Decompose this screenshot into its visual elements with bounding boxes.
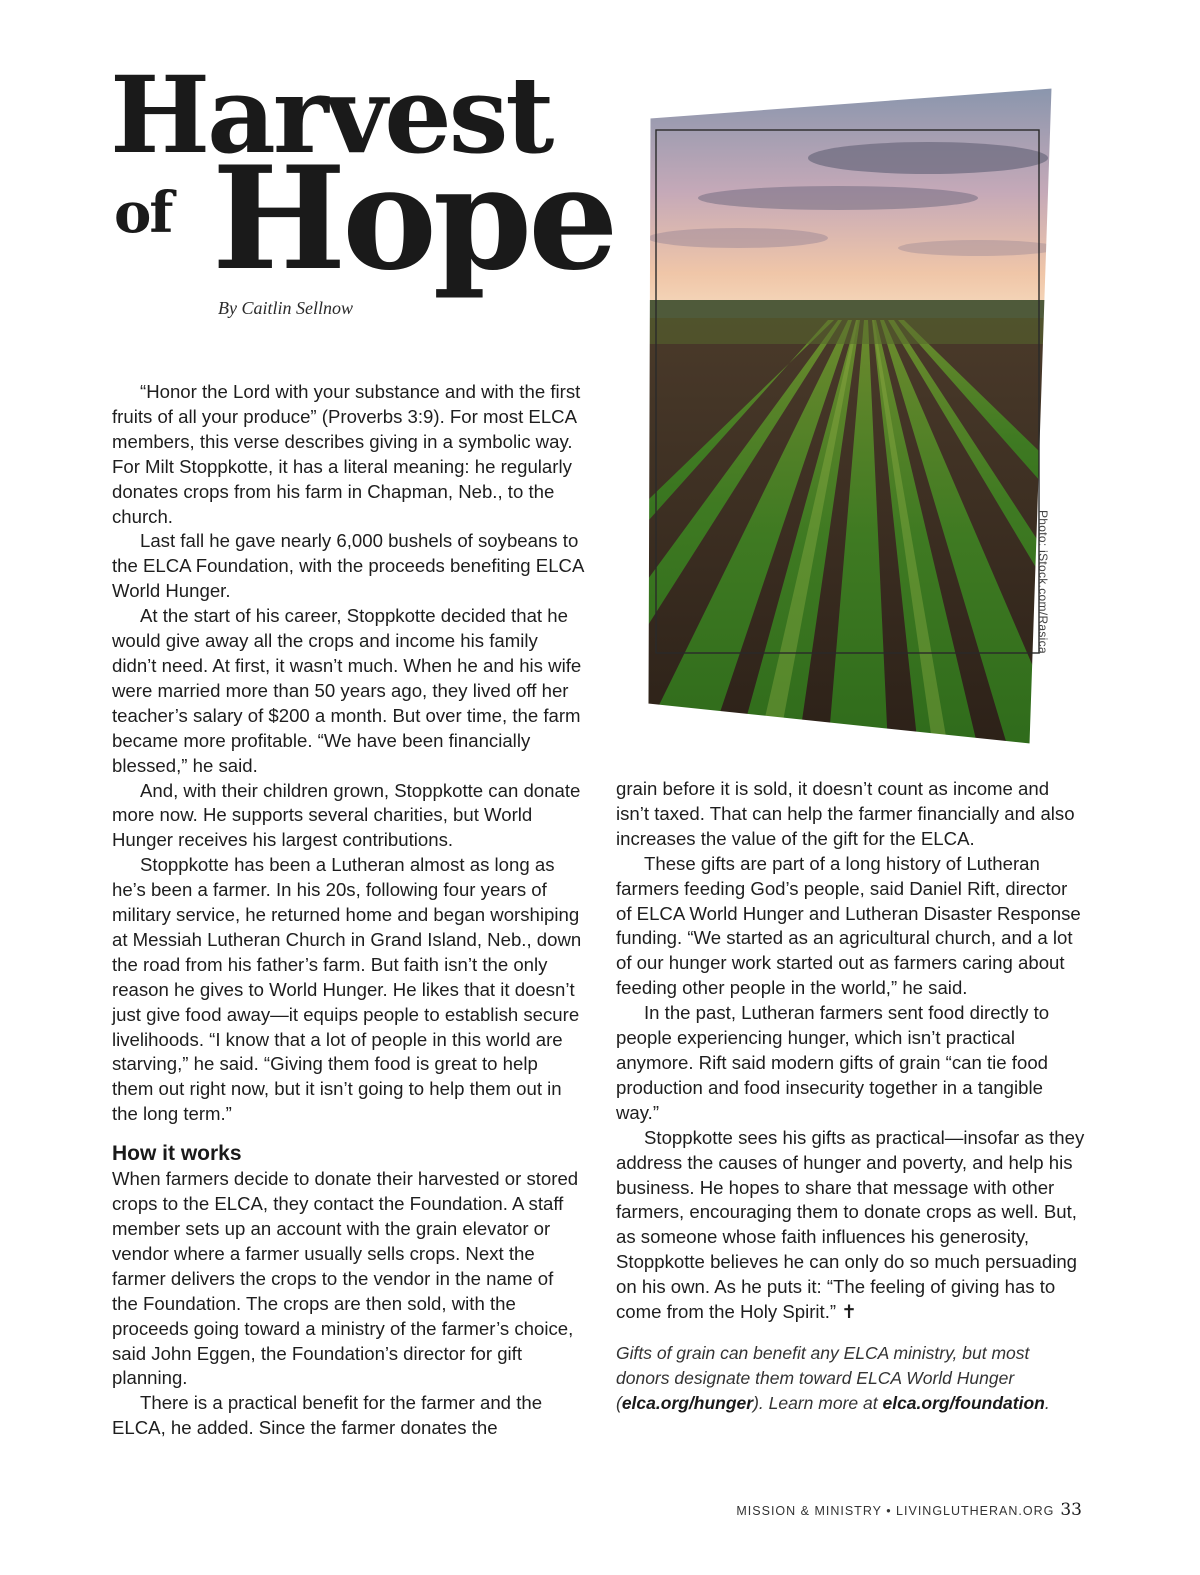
paragraph: There is a practical benefit for the farmer and the ELCA, he added. Since the farmer donates the (112, 1392, 543, 1439)
cross-end-mark-icon: ✝ (841, 1301, 857, 1323)
left-column (112, 380, 584, 1441)
paragraph: At the start of his career, Stoppkotte decided that he would give away all the crops and income his family didn’t need. At first, it wasn’t much. When he and his wife were married more than 50 years ago, they lived off her teacher’s salary of $200 a month. But over time, the farm became more profitable. “We have been financially blessed,” he said. (112, 605, 582, 776)
paragraph: Last fall he gave nearly 6,000 bushels of soybeans to the ELCA Foundation, with the proceeds benefiting ELCA World Hunger. (112, 530, 584, 602)
title-harvest: Harvest (110, 52, 552, 177)
hunger-link[interactable]: elca.org/hunger (621, 1392, 754, 1413)
note-text: . (1044, 1392, 1050, 1413)
paragraph: grain before it is sold, it doesn’t count as income and isn’t taxed. That can help the farmer financially and also increases the value of the gift for the ELCA. (616, 778, 1075, 849)
field-illustration (648, 88, 1054, 745)
closing-note (616, 1341, 1086, 1416)
note-text: ). Learn more at (753, 1392, 883, 1413)
paragraph: “Honor the Lord with your substance and with the first fruits of all your produce” (Proverbs 3:9). For most ELCA members, this verse describes giving in a symbolic way. For Milt Stoppkotte, it has a literal meaning: he regularly donates crops from his farm in Chapman, Neb., to the church. (112, 381, 581, 527)
subhead-how-it-works: How it works (112, 1142, 242, 1166)
paragraph: And, with their children grown, Stoppkotte can donate more now. He supports several charities, but World Hunger receives his largest contributions. (112, 779, 581, 851)
paragraph-text: Stoppkotte sees his gifts as practical—insofar as they address the causes of hunger and poverty, and help his business. He hopes to share that message with other farmers, encouraging them to donate crops as well. But, as someone whose faith influences his generosity, Stoppkotte believes he can only do so much persuading on his own. As he puts it: “The feeling of giving has to come from the Holy Spirit.” (616, 1126, 1085, 1323)
note-text: Gifts of grain can benefit any ELCA ministry, but most donors designate them toward ELCA World Hunger ( (616, 1342, 1030, 1413)
photo-credit: Photo: iStock.com/Rasica (1036, 510, 1050, 654)
foundation-link[interactable]: elca.org/foundation (882, 1392, 1045, 1413)
byline: By Caitlin Sellnow (218, 298, 353, 318)
footer-label: MISSION & MINISTRY • LIVINGLUTHERAN.ORG (736, 1504, 1055, 1518)
paragraph (616, 1126, 1086, 1325)
paragraph: In the past, Lutheran farmers sent food directly to people experiencing hunger, which isn’t practical anymore. Rift said modern gifts of grain “can tie food production and food insecurity together in a tangible way.” (616, 1002, 1050, 1123)
right-column (616, 777, 1086, 1416)
paragraph: Stoppkotte has been a Lutheran almost as long as he’s been a farmer. In his 20s, following four years of military service, he returned home and began worshiping at Messiah Lutheran Church in Grand Island, Neb., down the road from his father’s farm. But faith isn’t the only reason he gives to World Hunger. He likes that it doesn’t just give food away—it equips people to establish secure livelihoods. “I know that a lot of people in this world are starving,” he said. “Giving them food is great to help them out right now, but it isn’t going to help them out in the long term.” (112, 854, 582, 1125)
soybean-field-photo (648, 88, 1054, 745)
paragraph: These gifts are part of a long history of Lutheran farmers feeding God’s people, said Daniel Rift, director of ELCA World Hunger and Lutheran Disaster Response funding. “We started as an agricultural church, and a lot of our hunger work started out as farmers caring about feeding other people in the world,” he said. (616, 852, 1081, 999)
paragraph: When farmers decide to donate their harvested or stored crops to the ELCA, they contact the Foundation. A staff member sets up an account with the grain elevator or vendor where a farmer usually sells crops. Next the farmer delivers the crops to the vendor in the name of the Foundation. The crops are then sold, with the proceeds going toward a ministry of the farmer’s choice, said John Eggen, the Foundation’s director for gift planning. (112, 1168, 579, 1389)
title-hope: Hope (212, 136, 615, 302)
page-number: 33 (1060, 1500, 1082, 1520)
title-of: of (114, 180, 172, 246)
page-footer (736, 1500, 1082, 1520)
